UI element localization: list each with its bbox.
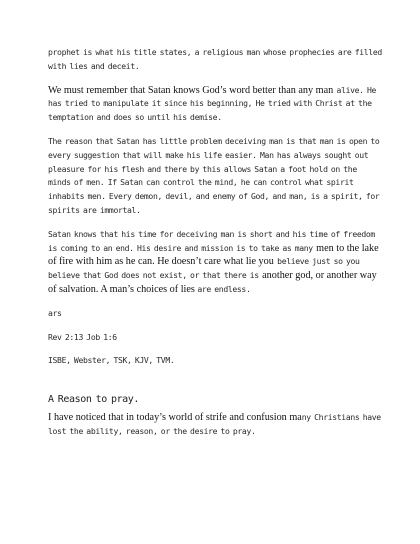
paragraph-time-short-a: Satan knows that his time for deceiving man is short and his time of freedom is coming to an end. His desire and mission is to take as many: [48, 228, 375, 253]
paragraph-prophet-text: prophet is what his title states, a religious man whose prophecies are filled with lies and deceit.: [48, 47, 382, 71]
paragraph-pray-lead: I have noticed that in today’s world of strife and confusion ma: [48, 412, 302, 424]
scripture-references: Rev 2:13 Job 1:6: [48, 331, 117, 342]
paragraph-reason: [48, 135, 382, 218]
paragraph-time-short-e: are endless.: [197, 283, 251, 294]
paragraph-pray-lead-b: ny: [301, 412, 311, 423]
paragraph-pray-rest: Christians have lost the ability, reason, or the desire to pray.: [48, 412, 381, 436]
paragraph-time-short-c: believe just so you believe that God does not exist, or that there is: [48, 256, 360, 281]
paragraph-reason-text: The reason that Satan has little problem deceiving man is that man is open to every suggestion that will make his life easier. Man has always sought out pleasure for his flesh and there by this allows Satan a foot hold on the minds of men. If Satan can control the mind, he can control what spirit inhabits men. Every demon, devil, and enemy of God, and man, is a spirit, for spirits are immortal.: [48, 135, 380, 215]
paragraph-satan-knows-lead: We must remember that Satan knows God’s word better than any man: [48, 84, 334, 96]
initials: ars: [48, 307, 62, 318]
paragraph-time-short-d: another god, or another way of salvation. A man’s choices of lies: [48, 270, 377, 295]
paragraph-time-short-b: men to the lake of fire with him as he can. He doesn’t care what lie you: [48, 242, 379, 268]
paragraph-satan-knows-rest: alive. He has tried to manipulate it since his beginning, He tried with Christ at the temptation and does so until his demise.: [48, 84, 377, 123]
document-page: [48, 46, 382, 449]
sources-list: ISBE, Webster, TSK, KJV, TVM.: [48, 355, 175, 366]
paragraph-time-short: [48, 228, 382, 297]
section-heading: A Reason to pray.: [48, 394, 140, 406]
paragraph-prophet: [48, 46, 382, 74]
paragraph-pray: [48, 411, 382, 439]
paragraph-satan-knows: [48, 84, 382, 125]
